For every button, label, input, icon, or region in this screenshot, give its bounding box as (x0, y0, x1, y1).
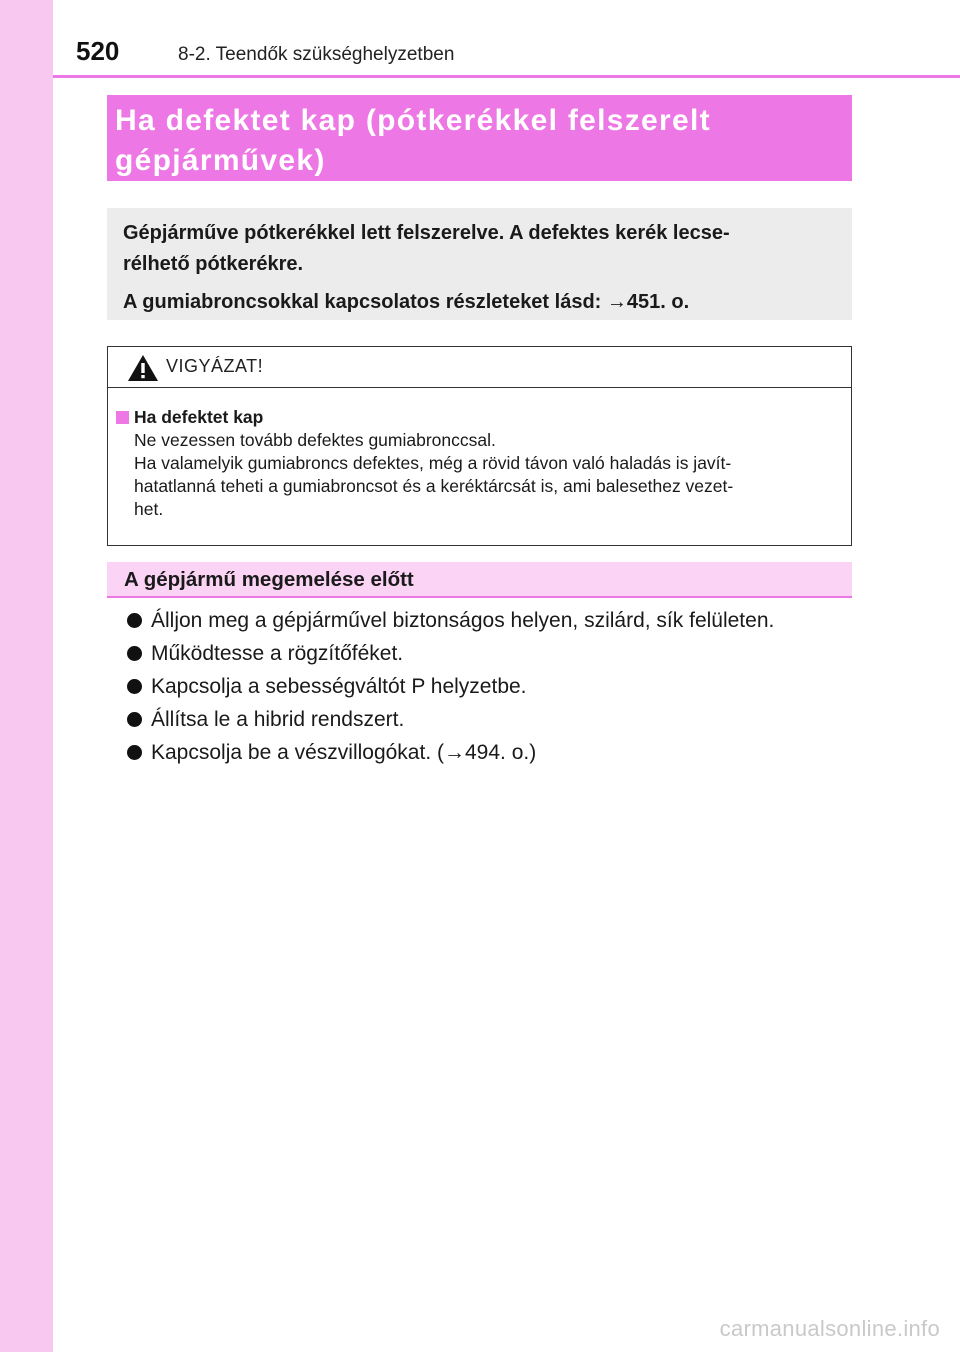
section-header: 8-2. Teendők szükséghelyzetben (178, 44, 455, 65)
bullet-dot-icon (127, 646, 142, 661)
caution-label: VIGYÁZAT! (166, 356, 264, 376)
caution-body (108, 388, 851, 521)
intro-box (107, 208, 852, 320)
page-number: 520 (76, 36, 120, 66)
intro-paragraph (123, 218, 836, 280)
caution-line-3: hatatlanná teheti a gumiabroncsot és a keréktárcsát is, ami balesethez vezet- (134, 476, 734, 496)
intro-line-2: rélhető pótkerékre. (123, 253, 304, 275)
bullet-dot-icon (127, 712, 142, 727)
list-item-text: Működtesse a rögzítőféket. (151, 642, 404, 665)
list-item-text: Álljon meg a gépjárművel biztonságos helyen, szilárd, sík felületen. (151, 609, 775, 632)
list-item-text: Kapcsolja a sebességváltót P helyzetbe. (151, 675, 527, 698)
bullet-dot-icon (127, 613, 142, 628)
header-rule (53, 75, 960, 78)
caution-title (116, 406, 837, 429)
caution-title-text: Ha defektet kap (134, 407, 264, 427)
list-item (127, 604, 852, 637)
bullet-dot-icon (127, 679, 142, 694)
caution-line-4: het. (134, 499, 164, 519)
caution-box (107, 346, 852, 546)
subsection-heading: A gépjármű megemelése előtt (107, 562, 852, 598)
intro-reference: A gumiabroncsokkal kapcsolatos részleteket lásd: →451. o. (123, 291, 690, 313)
bullet-list (127, 604, 852, 769)
watermark: carmanualsonline.info (719, 1316, 940, 1341)
caution-header (108, 347, 851, 388)
bullet-dot-icon (127, 745, 142, 760)
list-item (127, 703, 852, 736)
list-item (127, 736, 852, 769)
title-line-1: Ha defektet kap (pótkerékkel felszerelt (115, 104, 711, 137)
list-item-text: Állítsa le a hibrid rendszert. (151, 708, 405, 731)
square-bullet-icon (116, 411, 129, 424)
list-item-text: Kapcsolja be a vészvillogókat. (→494. o.) (151, 741, 537, 764)
warning-icon (127, 354, 159, 382)
caution-line-1: Ne vezessen tovább defektes gumiabronccsal. (134, 430, 496, 450)
title-banner (107, 95, 852, 181)
list-item (127, 670, 852, 703)
side-band (0, 0, 53, 1352)
caution-line-2: Ha valamelyik gumiabroncs defektes, még a rövid távon való haladás is javít- (134, 453, 732, 473)
title-line-2: gépjárművek) (115, 144, 326, 177)
intro-line-1: Gépjárműve pótkerékkel lett felszerelve. A defektes kerék lecse- (123, 222, 730, 244)
list-item (127, 637, 852, 670)
